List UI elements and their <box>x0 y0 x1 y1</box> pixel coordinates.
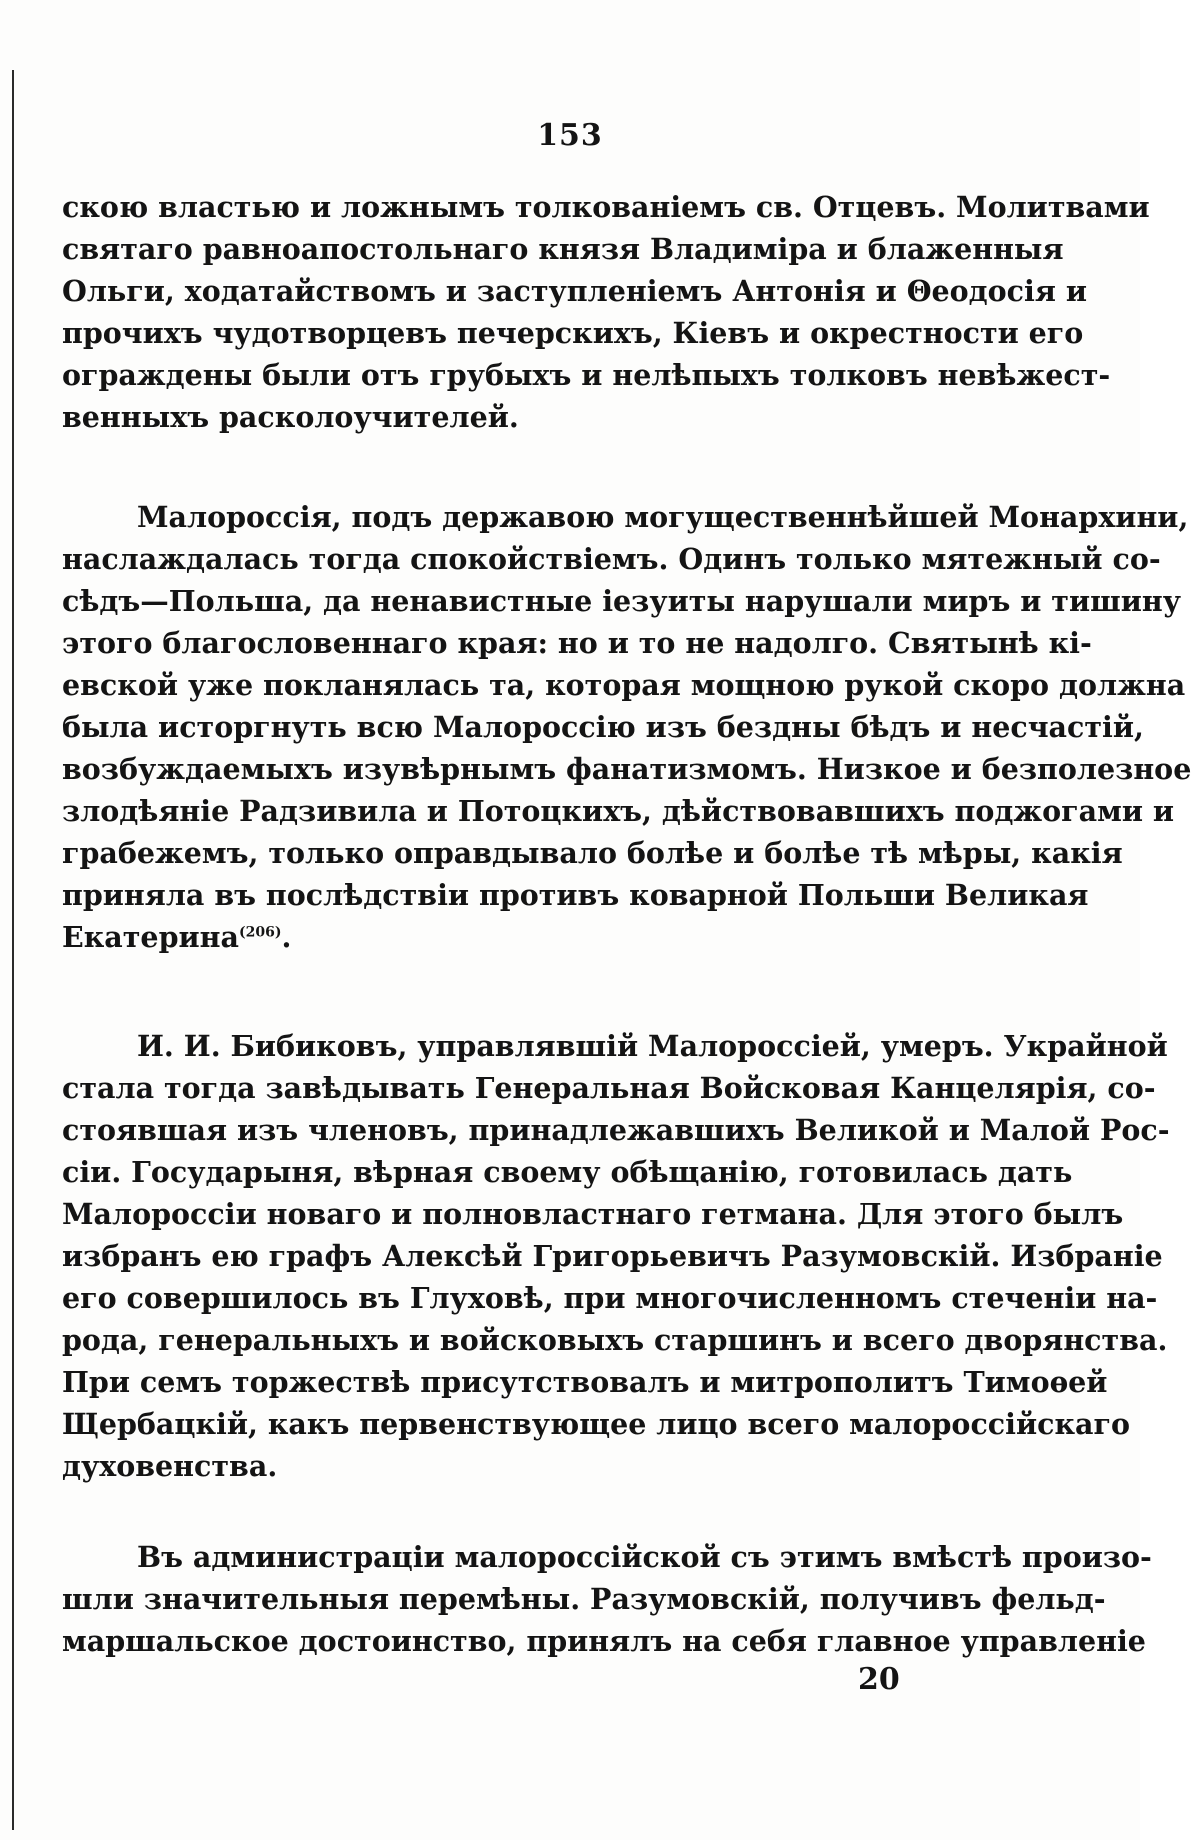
text-line: скою властью и ложнымъ толкованіемъ св. Отцевъ. Молитвами <box>62 190 1150 224</box>
text-line: святаго равноапостольнаго князя Владиміра и блаженныя <box>62 232 1064 266</box>
text-line: грабежемъ, только оправдывало болѣе и болѣе тѣ мѣры, какія <box>62 836 1123 870</box>
text-line: приняла въ послѣдствіи противъ коварной Польши Великая <box>62 878 1089 912</box>
page-edge-rule <box>12 70 14 1830</box>
text-line: Щербацкій, какъ первенствующее лицо всего малороссійскаго <box>62 1407 1130 1441</box>
paragraph-2 <box>62 496 1191 958</box>
text-line: шли значительныя перемѣны. Разумовскій, получивъ фельд- <box>62 1582 1106 1616</box>
text-line: духовенства. <box>62 1449 278 1483</box>
text-line: стала тогда завѣдывать Генеральная Войсковая Канцелярія, со- <box>62 1071 1156 1105</box>
text-line: маршальское достоинство, принялъ на себя главное управленіе <box>62 1624 1146 1658</box>
text-line: наслаждалась тогда спокойствіемъ. Одинъ только мятежный со- <box>62 542 1161 576</box>
text-fragment: Екатерина <box>62 920 239 954</box>
text-line: была исторгнуть всю Малороссію изъ бездны бѣдъ и несчастій, <box>62 710 1144 744</box>
text-line-final <box>62 916 1032 958</box>
text-line: евской уже покланялась та, которая мощною рукой скоро должна <box>62 668 1186 702</box>
paragraph-4 <box>62 1536 1152 1662</box>
text-line: этого благословеннаго края: но и то не надолго. Святынѣ кі- <box>62 626 1092 660</box>
paragraph-1 <box>62 186 1150 438</box>
footnote-reference: (206) <box>238 924 282 941</box>
text-line: венныхъ расколоучителей. <box>62 400 519 434</box>
text-line: его совершилось въ Глуховѣ, при многочисленномъ стеченіи на- <box>62 1281 1158 1315</box>
text-line: Ольги, ходатайствомъ и заступленіемъ Антонія и Θеодосія и <box>62 274 1087 308</box>
text-line: И. И. Бибиковъ, управлявшій Малороссіей, умеръ. Украйной <box>137 1029 1168 1063</box>
text-line: сѣдъ—Польша, да ненавистные іезуиты нарушали миръ и тишину <box>62 584 1181 618</box>
text-line: злодѣяніе Радзивила и Потоцкихъ, дѣйствовавшихъ поджогами и <box>62 794 1175 828</box>
text-line: При семъ торжествѣ присутствовалъ и митрополитъ Тимоѳей <box>62 1365 1108 1399</box>
text-line: Въ администраціи малороссійской съ этимъ вмѣстѣ произо- <box>137 1540 1152 1574</box>
text-line: стоявшая изъ членовъ, принадлежавшихъ Великой и Малой Рос- <box>62 1113 1170 1147</box>
printer-signature-mark: 20 <box>858 1662 900 1697</box>
text-line: избранъ ею графъ Алексѣй Григорьевичъ Разумовскій. Избраніе <box>62 1239 1163 1273</box>
text-line: сіи. Государыня, вѣрная своему обѣщанію, готовилась дать <box>62 1155 1073 1189</box>
text-line: возбуждаемыхъ изувѣрнымъ фанатизмомъ. Низкое и безполезное <box>62 752 1191 786</box>
text-line: Малороссіи новаго и полновластнаго гетмана. Для этого былъ <box>62 1197 1124 1231</box>
text-line: ограждены были отъ грубыхъ и нелѣпыхъ толковъ невѣжест- <box>62 358 1111 392</box>
text-line: прочихъ чудотворцевъ печерскихъ, Кіевъ и окрестности его <box>62 316 1084 350</box>
text-line: Малороссія, подъ державою могущественнѣйшей Монархини, <box>137 500 1189 534</box>
page-number: 153 <box>537 118 603 153</box>
text-line: рода, генеральныхъ и войсковыхъ старшинъ и всего дворянства. <box>62 1323 1168 1357</box>
paragraph-3 <box>62 1025 1170 1487</box>
text-fragment: . <box>281 920 292 954</box>
